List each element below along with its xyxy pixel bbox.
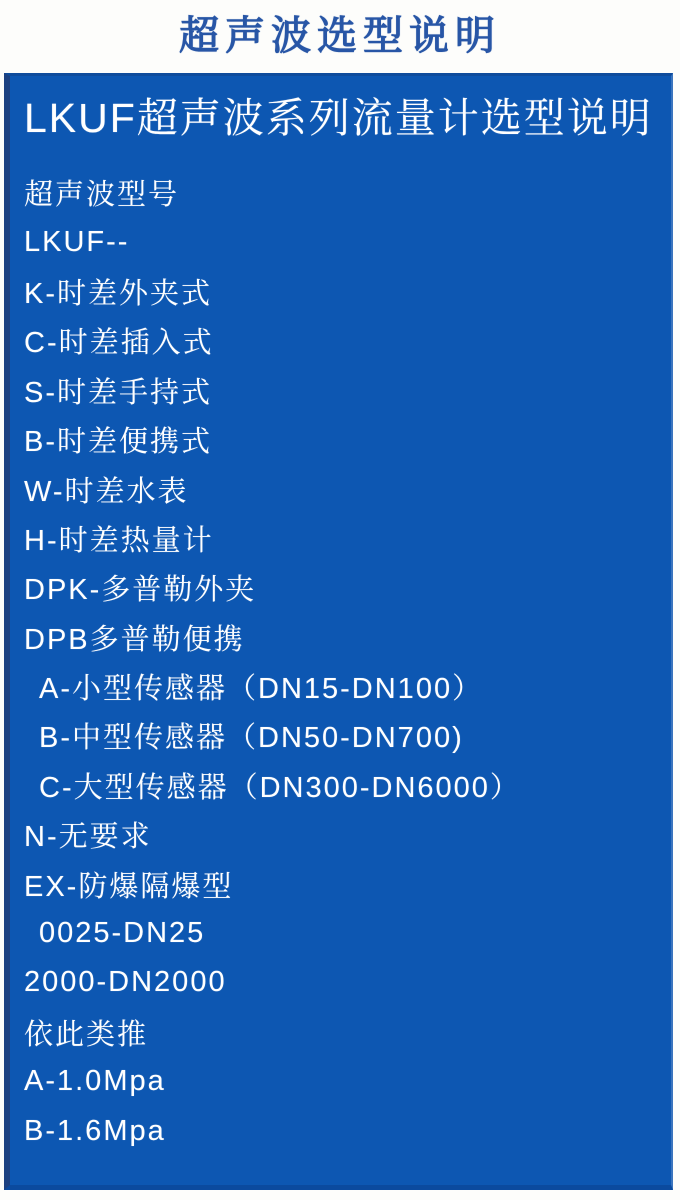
spec-line-type-w: W-时差水表 — [24, 475, 189, 508]
panel-heading: LKUF超声波系列流量计选型说明 — [24, 95, 653, 141]
spec-line-type-k: K-时差外夹式 — [24, 277, 213, 310]
spec-line-dn2000: 2000-DN2000 — [24, 966, 227, 999]
spec-line-type-dpk: DPK-多普勒外夹 — [24, 574, 257, 607]
spec-line-sensor-c: C-大型传感器（DN300-DN6000） — [39, 771, 521, 804]
spec-line-type-s: S-时差手持式 — [24, 376, 213, 409]
spec-line-sensor-b: B-中型传感器（DN50-DN700) — [39, 722, 464, 755]
spec-line-pressure-a: A-1.0Mpa — [24, 1065, 166, 1098]
spec-line-and-so-on: 依此类推 — [24, 1018, 149, 1051]
spec-line-type-b: B-时差便携式 — [24, 426, 213, 459]
spec-line-type-c: C-时差插入式 — [24, 327, 214, 360]
content-panel — [4, 73, 673, 1190]
spec-line-pressure-b: B-1.6Mpa — [24, 1114, 166, 1147]
spec-line-type-h: H-时差热量计 — [24, 524, 214, 557]
spec-line-dn25: 0025-DN25 — [39, 917, 206, 950]
spec-line-sensor-a: A-小型传感器（DN15-DN100） — [39, 673, 484, 706]
spec-line-model-label: 超声波型号 — [24, 179, 180, 212]
spec-line-explosion-proof: EX-防爆隔爆型 — [24, 870, 234, 903]
spec-line-no-requirement: N-无要求 — [24, 821, 152, 854]
spec-line-type-dpb: DPB多普勒便携 — [24, 623, 245, 656]
page-title: 超声波选型说明 — [179, 13, 501, 58]
spec-line-series-prefix: LKUF-- — [24, 225, 130, 258]
spec-line-list — [10, 168, 671, 1156]
